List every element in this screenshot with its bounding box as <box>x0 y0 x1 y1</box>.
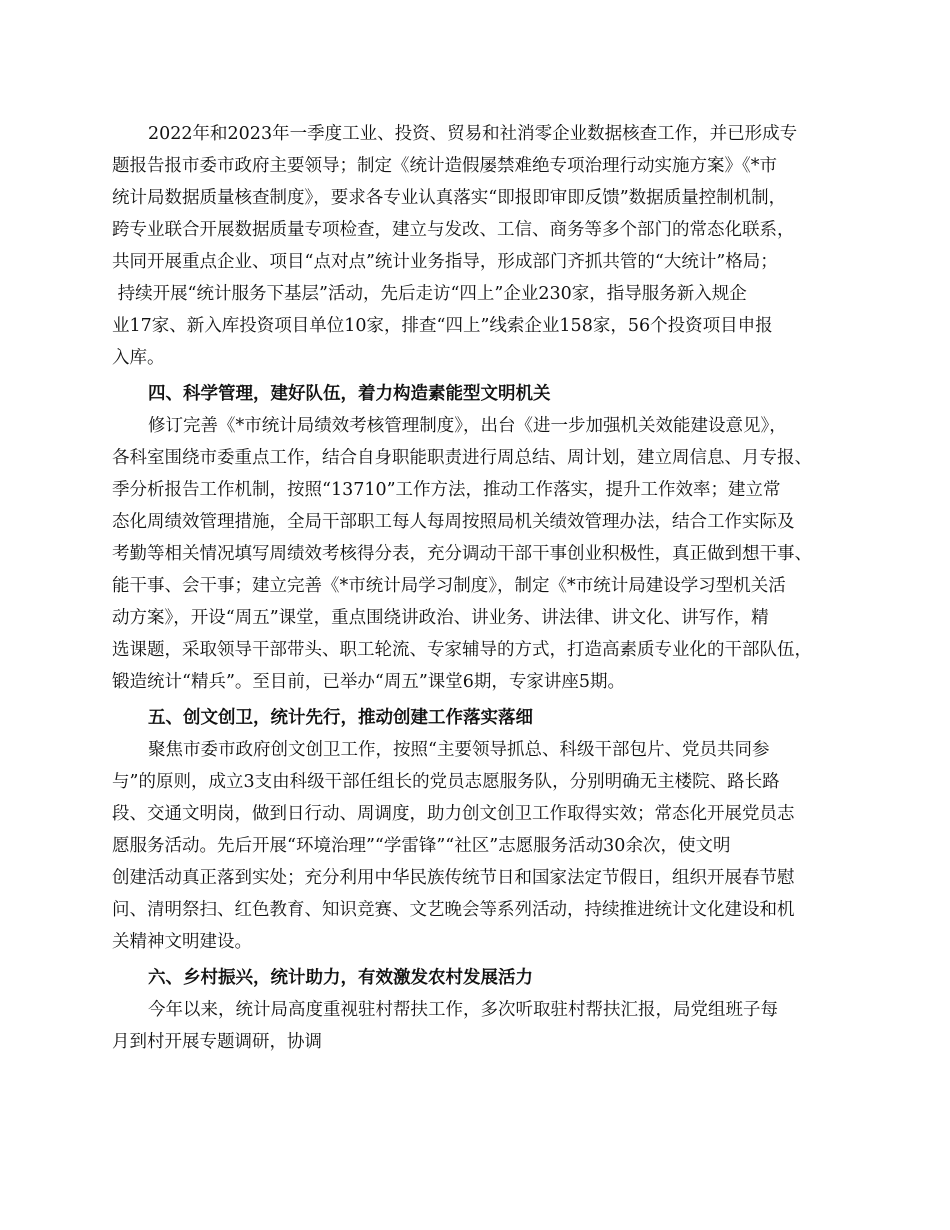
text-line: 今年以来，统计局高度重视驻村帮扶工作，多次听取驻村帮扶汇报，局党组班子每 <box>148 1000 778 1020</box>
text-line: 段、交通文明岗，做到日行动、周调度，助力创文创卫工作取得实效；常态化开展党员志 <box>112 804 795 824</box>
text-line: 考勤等相关情况填写周绩效考核得分表，充分调动干部干事创业积极性，真正做到想干事、 <box>112 544 812 564</box>
text-line: 跨专业联合开展数据质量专项检查，建立与发改、工信、商务等多个部门的常态化联系， <box>112 220 795 240</box>
text-line: 业17家、新入库投资项目单位10家，排查“四上”线索企业158家，56个投资项目申报 <box>112 316 773 336</box>
text-line: 季分析报告工作机制，按照“13710”工作方法，推动工作落实，提升工作效率；建立常 <box>112 480 781 500</box>
text-line: 态化周绩效管理措施，全局干部职工每人每周按照局机关绩效管理办法，结合工作实际及 <box>112 512 795 532</box>
paragraph-data-quality <box>112 118 847 374</box>
paragraph-rural-revitalization <box>112 994 847 1058</box>
text-line: 月到村开展专题调研，协调 <box>112 1032 322 1052</box>
text-line: 选课题，采取领导干部带头、职工轮流、专家辅导的方式，打造高素质专业化的干部队伍， <box>112 640 812 660</box>
text-line: 创建活动真正落到实处；充分利用中华民族传统节日和国家法定节假日，组织开展春节慰 <box>112 868 795 888</box>
text-line: 关精神文明建设。 <box>112 932 252 952</box>
text-line: 题报告报市委市政府主要领导；制定《统计造假屡禁难绝专项治理行动实施方案》《*市 <box>112 156 777 176</box>
document-body <box>112 118 847 1058</box>
text-line: 动方案》，开设“周五”课堂，重点围绕讲政治、讲业务、讲法律、讲文化、讲写作，精 <box>112 608 769 628</box>
text-line: 统计局数据质量核查制度》，要求各专业认真落实“即报即审即反馈”数据质量控制机制， <box>112 188 787 208</box>
text-line: 能干事、会干事；建立完善《*市统计局学习制度》，制定《*市统计局建设学习型机关活 <box>112 576 786 596</box>
text-line: 修订完善《*市统计局绩效考核管理制度》，出台《进一步加强机关效能建设意见》， <box>148 416 787 436</box>
section-heading-4: 四、科学管理，建好队伍，着力构造素能型文明机关 <box>148 384 551 404</box>
text-line: 持续开展“统计服务下基层”活动，先后走访“四上”企业230家，指导服务新入规企 <box>112 284 747 304</box>
text-line: 锻造统计“精兵”。至目前，已举办“周五”课堂6期，专家讲座5期。 <box>112 672 626 692</box>
section-heading-5: 五、创文创卫，统计先行，推动创建工作落实落细 <box>148 708 533 728</box>
text-line: 各科室围绕市委重点工作，结合自身职能职责进行周总结、周计划，建立周信息、月专报、 <box>112 448 812 468</box>
text-line: 问、清明祭扫、红色教育、知识竞赛、文艺晚会等系列活动，持续推进统计文化建设和机 <box>112 900 795 920</box>
text-line: 与”的原则，成立3支由科级干部任组长的党员志愿服务队，分别明确无主楼院、路长路 <box>112 772 780 792</box>
paragraph-civilization <box>112 734 847 958</box>
section-heading-6: 六、乡村振兴，统计助力，有效激发农村发展活力 <box>148 968 533 988</box>
text-line: 入库。 <box>112 348 165 368</box>
text-line: 共同开展重点企业、项目“点对点”统计业务指导，形成部门齐抓共管的“大统计”格局； <box>112 252 778 272</box>
text-line: 聚焦市委市政府创文创卫工作，按照“主要领导抓总、科级干部包片、党员共同参 <box>148 740 770 760</box>
text-line: 愿服务活动。先后开展“环境治理”“学雷锋”“社区”志愿服务活动30余次，使文明 <box>112 836 731 856</box>
text-line: 2022年和2023年一季度工业、投资、贸易和社消零企业数据核查工作，并已形成专 <box>148 124 798 144</box>
paragraph-team-building <box>112 410 847 698</box>
